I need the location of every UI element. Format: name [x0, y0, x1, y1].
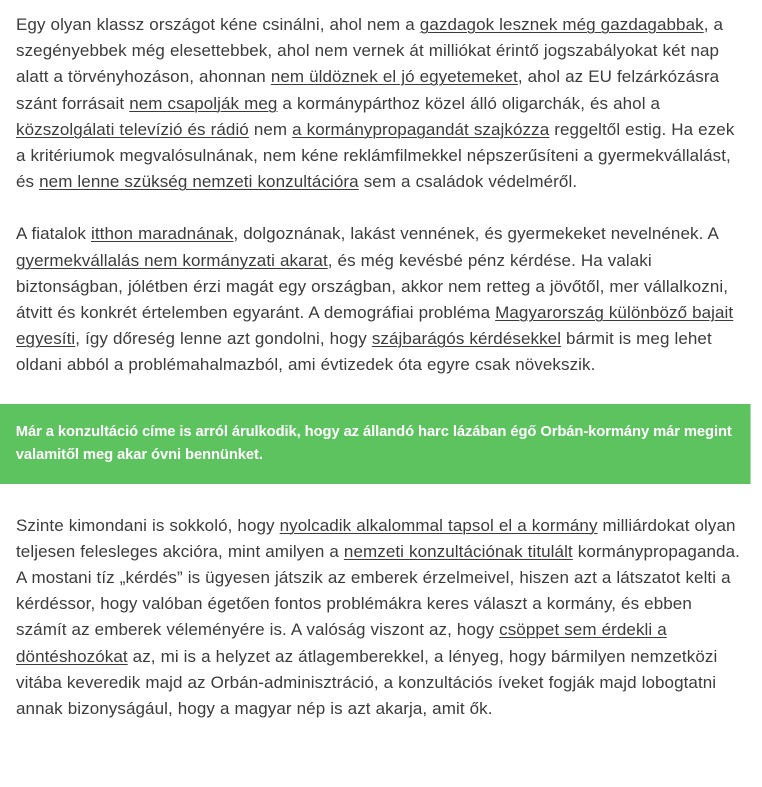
inline-link[interactable]: szájbarágós kérdésekkel	[371, 329, 562, 349]
pull-quote-text: Már a konzultáció címe is arról árulkodik, hogy az állandó harc lázában égő Orbán-kormány már megint valamitől meg akar óvni bennünket.	[15, 422, 732, 463]
pull-quote-callout	[0, 404, 751, 484]
body-text-run: bármit is meg lehet oldani abból a problémahalmazból, ami évtizedek óta egyre csak növekszik.	[16, 329, 712, 375]
inline-link[interactable]: Magyarország különböző bajait egyesíti	[16, 303, 734, 349]
body-text-run: , dolgoznának, lakást vennének, és gyermekeket nevelnének. A	[233, 224, 718, 244]
body-text-run: az, mi is a helyzet az átlagemberekkel, a lényeg, hogy bármilyen nemzetközi vitába keveredik majd az Orbán-adminisztráció, a konzultációs íveket fogják majd lobogtatni annak bizonyságául, hogy a magyar nép is azt akarja, amit ők.	[16, 646, 718, 719]
body-text-run: milliárdokat olyan teljesen felesleges akcióra, mint amilyen a	[16, 515, 736, 561]
inline-link[interactable]: itthon maradnának	[91, 224, 234, 244]
inline-link[interactable]: nyolcadik alkalommal tapsol el a kormány	[279, 515, 598, 535]
body-text-run: , a szegényebbek még elesettebbek, ahol nem vernek át milliókat érintő jogszabályokat két nap alatt a törvényhozáson, ahonnan	[16, 15, 724, 87]
body-text-run: reggeltől estig. Ha ezek a kritériumok megvalósulnának, nem kéne reklámfilmekkel népszerűsíteni a gyermekvállalást, és	[16, 119, 735, 192]
article-body	[0, 12, 762, 722]
inline-link[interactable]: nem üldöznek el jó egyetemeket	[270, 67, 518, 87]
inline-link[interactable]: közszolgálati televízió és rádió	[16, 119, 249, 139]
body-text-run: a kormánypárthoz közel álló oligarchák, és ahol a	[277, 93, 661, 113]
body-text-run: kormánypropaganda. A mostani tíz „kérdés” is ügyesen játszik az emberek érzelmeivel, hiszen azt a látszatot kelti a kérdéssor, hogy valóban égetően fontos problémákra keres választ a kormány, és ebben számít az emberek véleményére is. A valóság viszont az, hogy	[16, 541, 740, 640]
body-text-run: Szinte kimondani is sokkoló, hogy	[16, 515, 280, 535]
body-text-run: , ahol az EU felzárkózásra szánt forrásait	[16, 67, 720, 113]
article-paragraph-3	[0, 513, 762, 723]
inline-link[interactable]: gazdagok lesznek még gazdagabbak	[419, 15, 704, 34]
body-text-run: A fiatalok	[16, 224, 91, 244]
inline-link[interactable]: a kormánypropagandát szajkózza	[292, 119, 550, 139]
article-paragraph-2	[0, 221, 762, 378]
inline-link[interactable]: nem csapolják meg	[129, 93, 278, 113]
body-text-run: nem	[248, 119, 293, 139]
body-text-run: , és még kevésbé pénz kérdése. Ha valaki biztonságban, jólétben érzi magát egy országban, akkor nem retteg a jövőtől, mer vállalkozni, átvitt és konkrét értelemben egyaránt. A demográfiai probléma	[16, 250, 729, 323]
body-text-run: , így dőreség lenne azt gondolni, hogy	[75, 329, 372, 349]
body-text-run: Egy olyan klassz országot kéne csinálni, ahol nem a	[16, 15, 420, 34]
article-paragraph-1	[0, 12, 762, 195]
inline-link[interactable]: gyermekvállalás nem kormányzati akarat	[16, 250, 328, 270]
inline-link[interactable]: csöppet sem érdekli a döntéshozókat	[16, 620, 667, 666]
body-text-run: sem a családok védelméről.	[358, 172, 578, 192]
inline-link[interactable]: nemzeti konzultációnak titulált	[343, 541, 573, 561]
inline-link[interactable]: nem lenne szükség nemzeti konzultációra	[39, 172, 359, 192]
